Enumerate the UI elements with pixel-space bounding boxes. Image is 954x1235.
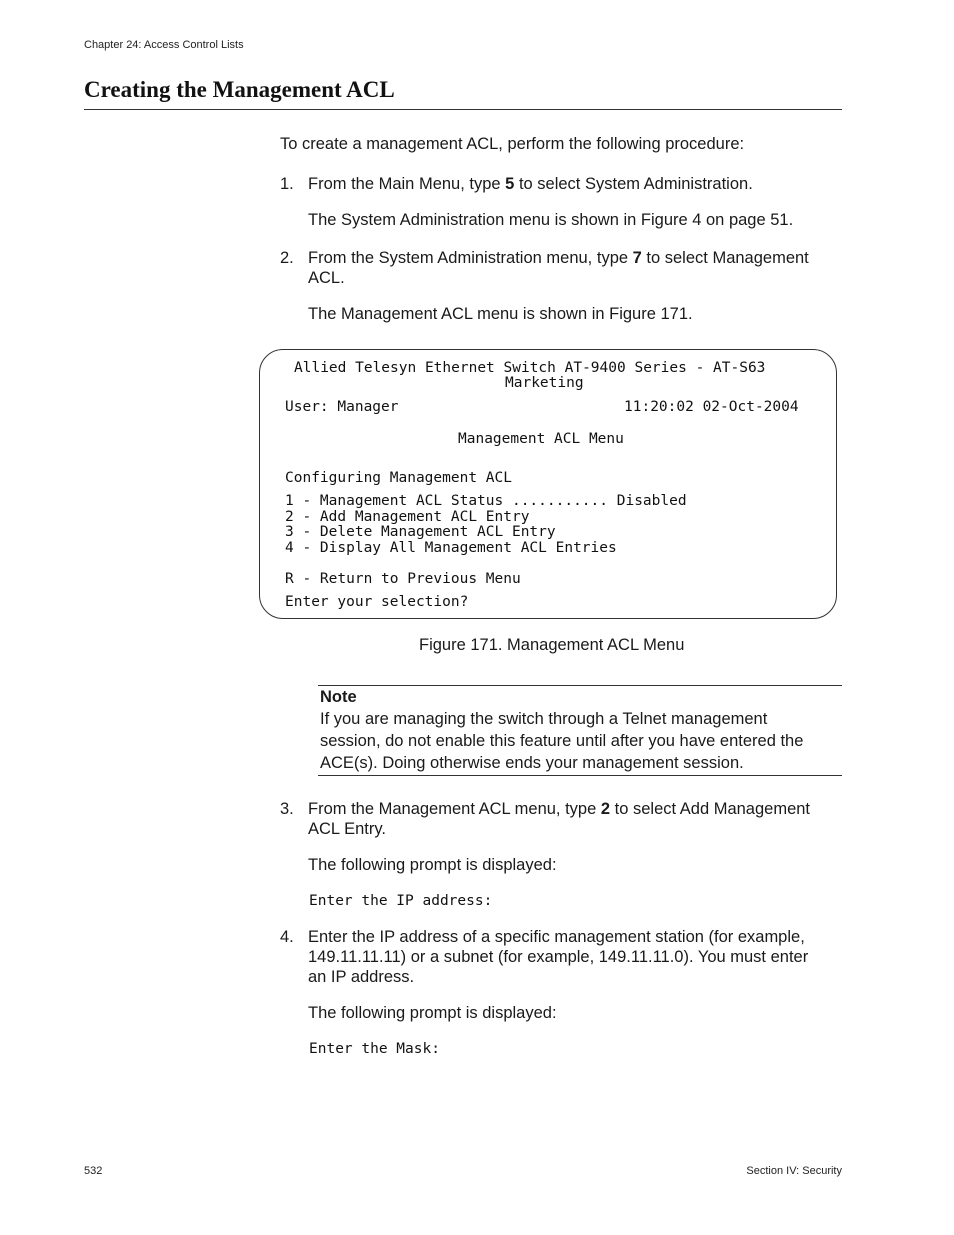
screen-menu-item: 2 - Add Management ACL Entry	[285, 509, 530, 525]
step-2-text-cont: ACL.	[308, 269, 345, 287]
step-2-note: The Management ACL menu is shown in Figure 171.	[308, 305, 693, 323]
step-4-note: The following prompt is displayed:	[308, 1004, 557, 1022]
screen-banner: Allied Telesyn Ethernet Switch AT-9400 Series - AT-S63	[294, 360, 766, 376]
intro-paragraph: To create a management ACL, perform the following procedure:	[280, 135, 745, 153]
screen-datetime: 11:20:02 02-Oct-2004	[624, 399, 799, 415]
screen-menu-title: Management ACL Menu	[458, 431, 624, 447]
screen-user: User: Manager	[285, 399, 399, 415]
screen-banner-location: Marketing	[505, 375, 584, 391]
note-bottom-rule	[318, 775, 842, 776]
step-3-prompt: Enter the IP address:	[309, 893, 493, 909]
screen-selection-prompt: Enter your selection?	[285, 594, 469, 610]
screen-menu-item: 3 - Delete Management ACL Entry	[285, 524, 556, 540]
step-1-note: The System Administration menu is shown in Figure 4 on page 51.	[308, 211, 794, 229]
screen-section-heading: Configuring Management ACL	[285, 470, 512, 486]
screen-menu-item: 1 - Management ACL Status ........... Disabled	[285, 493, 687, 509]
note-top-rule	[318, 685, 842, 686]
note-heading: Note	[320, 688, 357, 706]
note-text: If you are managing the switch through a Telnet management session, do not enable this feature until after you have entered the ACE(s). Doing otherwise ends your management session.	[320, 710, 804, 772]
step-3-note: The following prompt is displayed:	[308, 856, 557, 874]
page-title: Creating the Management ACL	[84, 77, 395, 102]
figure-caption: Figure 171. Management ACL Menu	[419, 636, 685, 654]
running-footer-section: Section IV: Security	[746, 1165, 842, 1177]
step-1-text: From the Main Menu, type 5 to select System Administration.	[308, 175, 753, 193]
running-header: Chapter 24: Access Control Lists	[84, 39, 244, 51]
screen-return-option: R - Return to Previous Menu	[285, 571, 521, 587]
step-number: 4.	[280, 928, 294, 946]
screen-menu-item: 4 - Display All Management ACL Entries	[285, 540, 617, 556]
step-4-prompt: Enter the Mask:	[309, 1041, 440, 1057]
step-3-text: From the Management ACL menu, type 2 to select Add Management	[308, 800, 811, 818]
title-divider	[84, 109, 842, 110]
step-number: 1.	[280, 175, 294, 193]
step-number: 3.	[280, 800, 294, 818]
step-4-text: Enter the IP address of a specific management station (for example, 149.11.11.11) or a subnet (for example, 149.11.11.0). You must enter an IP address.	[308, 928, 809, 986]
step-2-text: From the System Administration menu, type 7 to select Management	[308, 249, 809, 267]
step-number: 2.	[280, 249, 294, 267]
page-number: 532	[84, 1165, 103, 1177]
step-3-text-cont: ACL Entry.	[308, 820, 386, 838]
